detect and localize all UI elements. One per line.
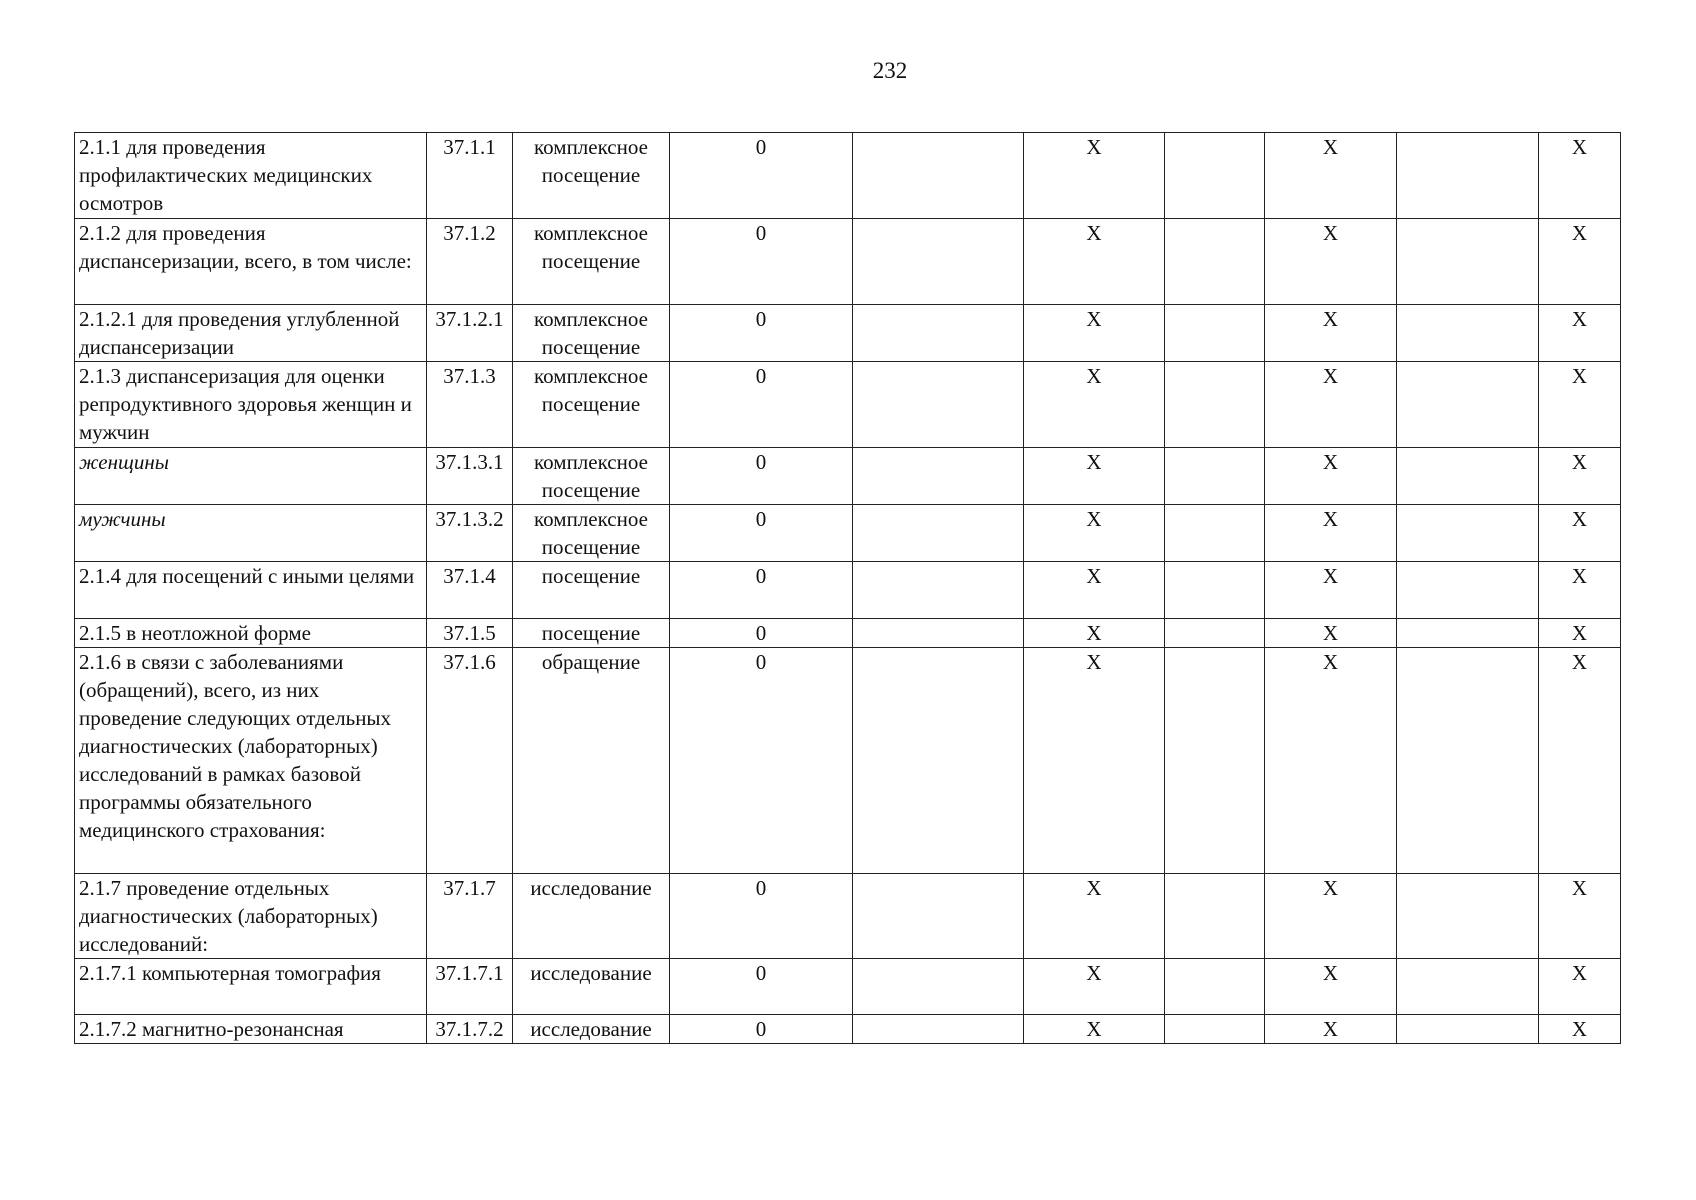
- row-name-cell: 2.1.1 для проведения профилактических медицинских осмотров: [75, 133, 427, 219]
- row-col7-cell: [1165, 133, 1265, 219]
- table-row: [75, 874, 1621, 959]
- row-value-cell: 0: [670, 874, 853, 959]
- row-col8-cell: X: [1265, 874, 1397, 959]
- row-value-cell: 0: [670, 362, 853, 448]
- row-col10-cell: X: [1539, 448, 1621, 505]
- row-name-cell: женщины: [75, 448, 427, 505]
- row-col7-cell: [1165, 362, 1265, 448]
- table-row: [75, 505, 1621, 562]
- row-unit-cell: посещение: [513, 619, 670, 648]
- table-row: [75, 362, 1621, 448]
- row-col8-cell: X: [1265, 362, 1397, 448]
- row-col5-cell: [853, 362, 1024, 448]
- row-unit-cell: обращение: [513, 648, 670, 874]
- row-code-cell: 37.1.4: [427, 562, 513, 619]
- row-col10-cell: X: [1539, 362, 1621, 448]
- row-col7-cell: [1165, 648, 1265, 874]
- row-value-cell: 0: [670, 505, 853, 562]
- row-name-cell: 2.1.7.2 магнитно-резонансная: [75, 1015, 427, 1044]
- table-row: [75, 448, 1621, 505]
- row-col9-cell: [1397, 648, 1539, 874]
- row-value-cell: 0: [670, 1015, 853, 1044]
- row-col6-cell: X: [1024, 133, 1165, 219]
- data-table: [74, 132, 1621, 1044]
- row-code-cell: 37.1.7: [427, 874, 513, 959]
- row-col9-cell: [1397, 219, 1539, 305]
- row-code-cell: 37.1.7.2: [427, 1015, 513, 1044]
- row-col10-cell: X: [1539, 562, 1621, 619]
- row-value-cell: 0: [670, 448, 853, 505]
- row-value-cell: 0: [670, 219, 853, 305]
- row-value-cell: 0: [670, 648, 853, 874]
- row-value-cell: 0: [670, 305, 853, 362]
- row-col10-cell: X: [1539, 219, 1621, 305]
- table-row: [75, 648, 1621, 874]
- row-col9-cell: [1397, 448, 1539, 505]
- row-col8-cell: X: [1265, 619, 1397, 648]
- row-col8-cell: X: [1265, 448, 1397, 505]
- row-col5-cell: [853, 448, 1024, 505]
- row-name-cell: 2.1.7.1 компьютерная томография: [75, 959, 427, 1015]
- row-value-cell: 0: [670, 562, 853, 619]
- row-col10-cell: X: [1539, 619, 1621, 648]
- table-row: [75, 305, 1621, 362]
- row-col8-cell: X: [1265, 562, 1397, 619]
- row-col6-cell: X: [1024, 448, 1165, 505]
- row-col7-cell: [1165, 1015, 1265, 1044]
- row-name-cell: 2.1.7 проведение отдельных диагностических (лабораторных) исследований:: [75, 874, 427, 959]
- row-col6-cell: X: [1024, 305, 1165, 362]
- row-unit-cell: исследование: [513, 959, 670, 1015]
- row-col8-cell: X: [1265, 1015, 1397, 1044]
- row-col10-cell: X: [1539, 133, 1621, 219]
- row-col9-cell: [1397, 874, 1539, 959]
- row-code-cell: 37.1.2.1: [427, 305, 513, 362]
- table-row: [75, 562, 1621, 619]
- table-row: [75, 133, 1621, 219]
- row-col9-cell: [1397, 362, 1539, 448]
- row-col7-cell: [1165, 219, 1265, 305]
- row-col6-cell: X: [1024, 1015, 1165, 1044]
- row-col10-cell: X: [1539, 959, 1621, 1015]
- row-col10-cell: X: [1539, 305, 1621, 362]
- row-col6-cell: X: [1024, 362, 1165, 448]
- row-name-cell: 2.1.2.1 для проведения углубленной диспансеризации: [75, 305, 427, 362]
- row-unit-cell: исследование: [513, 874, 670, 959]
- row-unit-cell: комплексное посещение: [513, 219, 670, 305]
- row-col9-cell: [1397, 959, 1539, 1015]
- row-col5-cell: [853, 133, 1024, 219]
- row-col7-cell: [1165, 874, 1265, 959]
- row-name-cell: мужчины: [75, 505, 427, 562]
- row-col6-cell: X: [1024, 562, 1165, 619]
- row-col8-cell: X: [1265, 219, 1397, 305]
- row-name-cell: 2.1.3 диспансеризация для оценки репродуктивного здоровья женщин и мужчин: [75, 362, 427, 448]
- row-col5-cell: [853, 562, 1024, 619]
- row-name-cell: 2.1.6 в связи с заболеваниями (обращений), всего, из них проведение следующих отдельных диагностических (лабораторных) исследований в рамках базовой программы обязательного медицинского страхования:: [75, 648, 427, 874]
- row-col9-cell: [1397, 305, 1539, 362]
- row-unit-cell: исследование: [513, 1015, 670, 1044]
- row-col9-cell: [1397, 562, 1539, 619]
- row-col10-cell: X: [1539, 505, 1621, 562]
- row-col6-cell: X: [1024, 874, 1165, 959]
- row-unit-cell: комплексное посещение: [513, 305, 670, 362]
- row-col8-cell: X: [1265, 305, 1397, 362]
- row-col7-cell: [1165, 619, 1265, 648]
- row-col9-cell: [1397, 133, 1539, 219]
- table-row: [75, 219, 1621, 305]
- row-code-cell: 37.1.3: [427, 362, 513, 448]
- row-col7-cell: [1165, 448, 1265, 505]
- row-col6-cell: X: [1024, 648, 1165, 874]
- row-unit-cell: комплексное посещение: [513, 505, 670, 562]
- row-value-cell: 0: [670, 619, 853, 648]
- row-col5-cell: [853, 619, 1024, 648]
- row-col5-cell: [853, 874, 1024, 959]
- row-code-cell: 37.1.1: [427, 133, 513, 219]
- table-row: [75, 959, 1621, 1015]
- row-code-cell: 37.1.7.1: [427, 959, 513, 1015]
- row-col7-cell: [1165, 505, 1265, 562]
- row-col8-cell: X: [1265, 959, 1397, 1015]
- row-col10-cell: X: [1539, 1015, 1621, 1044]
- row-col7-cell: [1165, 305, 1265, 362]
- row-col7-cell: [1165, 959, 1265, 1015]
- row-unit-cell: комплексное посещение: [513, 448, 670, 505]
- row-value-cell: 0: [670, 133, 853, 219]
- row-code-cell: 37.1.3.2: [427, 505, 513, 562]
- table-row: [75, 619, 1621, 648]
- row-code-cell: 37.1.3.1: [427, 448, 513, 505]
- table-row: [75, 1015, 1621, 1044]
- row-col6-cell: X: [1024, 619, 1165, 648]
- row-unit-cell: посещение: [513, 562, 670, 619]
- row-col5-cell: [853, 305, 1024, 362]
- row-col6-cell: X: [1024, 959, 1165, 1015]
- row-col8-cell: X: [1265, 505, 1397, 562]
- row-col5-cell: [853, 505, 1024, 562]
- row-col8-cell: X: [1265, 648, 1397, 874]
- row-col7-cell: [1165, 562, 1265, 619]
- row-col10-cell: X: [1539, 874, 1621, 959]
- row-col9-cell: [1397, 619, 1539, 648]
- row-col5-cell: [853, 959, 1024, 1015]
- row-col5-cell: [853, 1015, 1024, 1044]
- row-col8-cell: X: [1265, 133, 1397, 219]
- row-name-cell: 2.1.4 для посещений с иными целями: [75, 562, 427, 619]
- row-name-cell: 2.1.5 в неотложной форме: [75, 619, 427, 648]
- row-code-cell: 37.1.5: [427, 619, 513, 648]
- row-col5-cell: [853, 219, 1024, 305]
- row-value-cell: 0: [670, 959, 853, 1015]
- page-number: 232: [872, 58, 908, 83]
- row-name-cell: 2.1.2 для проведения диспансеризации, всего, в том числе:: [75, 219, 427, 305]
- row-col5-cell: [853, 648, 1024, 874]
- row-col9-cell: [1397, 505, 1539, 562]
- row-unit-cell: комплексное посещение: [513, 133, 670, 219]
- row-col9-cell: [1397, 1015, 1539, 1044]
- row-unit-cell: комплексное посещение: [513, 362, 670, 448]
- row-col6-cell: X: [1024, 219, 1165, 305]
- row-code-cell: 37.1.2: [427, 219, 513, 305]
- row-col10-cell: X: [1539, 648, 1621, 874]
- row-code-cell: 37.1.6: [427, 648, 513, 874]
- row-col6-cell: X: [1024, 505, 1165, 562]
